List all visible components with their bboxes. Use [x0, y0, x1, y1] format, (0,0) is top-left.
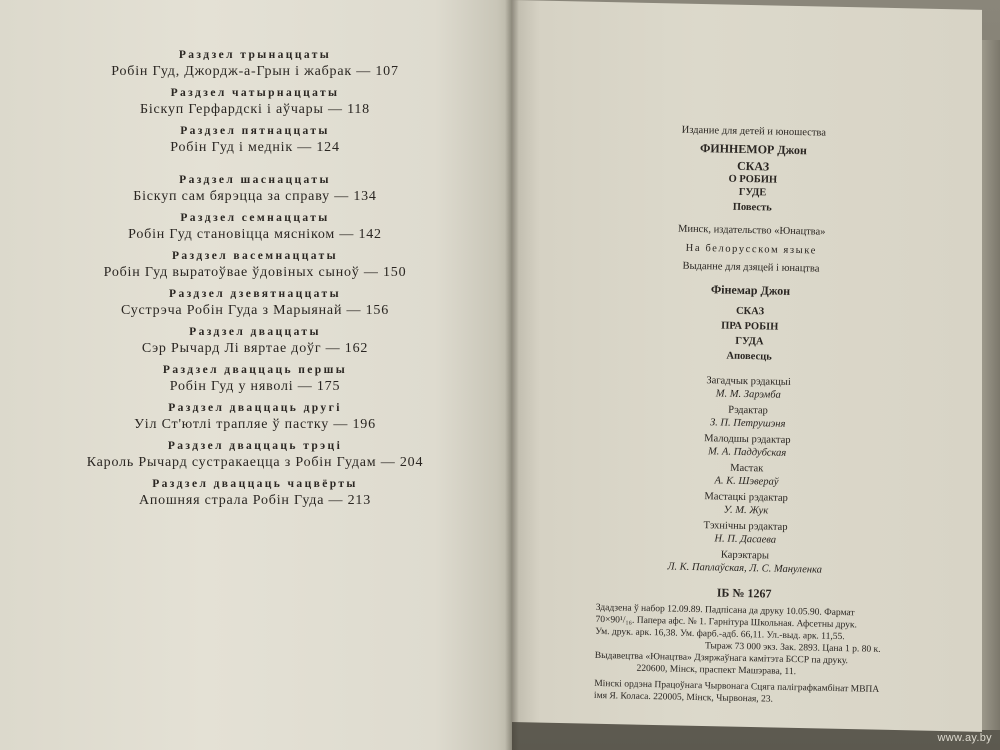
toc-entry [60, 86, 450, 119]
toc-entry [60, 325, 450, 358]
pub-line: імя Я. Коласа. 220005, Мінск, Чырвоная, 23. [593, 690, 774, 705]
chapter-title: Робін Гуд у няволі — 175 [169, 379, 341, 394]
toc-entry [60, 48, 450, 81]
publication-details [594, 602, 894, 708]
toc-entry [60, 249, 450, 282]
toc-entry [60, 401, 450, 434]
pub-line: Тыраж 73 000 экз. Зак. 2893. Цана 1 р. 80 к. [704, 641, 881, 655]
chapter-heading: Раздзел васемнаццаты [171, 250, 339, 262]
chapter-heading: Раздзел пятнаццаты [180, 125, 330, 137]
chapter-heading: Раздзел дзевятнаццаты [169, 288, 341, 300]
by-series: Выданне для дзяцей і юнацтва [682, 260, 820, 275]
credit-name: З. П. Петрушэня [709, 417, 786, 430]
credit-name: Н. П. Дасаева [714, 533, 777, 546]
pub-line: Здадзена ў набор 12.09.89. Падпісана да друку 10.05.90. Фармат [595, 602, 855, 619]
by-title-line-3: ГУДА [735, 335, 764, 348]
chapter-heading: Раздзел семнаццаты [180, 212, 330, 224]
ru-title-line-2: О РОБИН [728, 173, 778, 186]
toc-entry [60, 173, 450, 206]
ru-title-line-1: СКАЗ [736, 158, 770, 174]
pub-line: 220600, Мінск, праспект Машэрава, 11. [636, 663, 797, 678]
toc-entry [60, 439, 450, 472]
chapter-title: Робін Гуд, Джордж-а-Грын і жабрак — 107 [111, 64, 399, 79]
pub-line: 70×90¹/₁₆. Папера афс. № 1. Гарнітура Школьная. Афсетны друк. [595, 614, 858, 631]
toc-entry [60, 287, 450, 320]
chapter-title: Апошняя страла Робін Гуда — 213 [138, 493, 372, 508]
ib-number: ІБ № 1267 [716, 585, 772, 601]
ru-title-line-3: ГУДЕ [738, 186, 767, 199]
toc-entry [60, 124, 450, 157]
credit-role: Тэхнічны рэдактар [703, 520, 788, 533]
ru-author: ФИННЕМОР Джон [699, 141, 808, 158]
ru-publisher: Минск, издательство «Юнацтва» [677, 223, 826, 238]
ru-series: Издание для детей и юношества [681, 124, 827, 139]
watermark: www.ay.by [937, 732, 992, 744]
chapter-heading: Раздзел шаснаццаты [179, 174, 331, 186]
chapter-heading: Раздзел трынаццаты [178, 49, 332, 61]
credit-name: У. М. Жук [723, 504, 769, 517]
credit-role: Мастак [730, 462, 764, 475]
credit-role: Рэдактар [728, 404, 768, 417]
chapter-heading: Раздзел дваццаць першы [162, 364, 348, 376]
chapter-title: Робін Гуд і меднік — 124 [170, 140, 340, 155]
toc-entry [60, 477, 450, 510]
by-title-line-2: ПРА РОБІН [721, 320, 779, 333]
chapter-title: Біскуп сам бярэцца за справу — 134 [133, 189, 377, 204]
chapter-title: Сэр Рычард Лі вяртае доўг — 162 [141, 341, 369, 356]
credit-role: Карэктары [720, 549, 770, 562]
credit-role: Мастацкі рэдактар [704, 491, 788, 504]
chapter-title: Уіл Ст'ютлі трапляе ў пастку — 196 [134, 417, 376, 432]
chapter-heading: Раздзел чатырнаццаты [170, 87, 340, 99]
chapter-title: Робін Гуд становіцца мясніком — 142 [128, 227, 382, 242]
credit-role: Малодшы рэдактар [704, 433, 791, 446]
credit-name: Л. К. Паплаўская, Л. С. Мануленка [667, 561, 823, 576]
imprint-block [592, 122, 904, 708]
by-genre: Аповесць [726, 350, 772, 363]
credit-name: М. А. Паддубская [707, 446, 787, 459]
chapter-heading: Раздзел дваццаць чацвёрты [152, 478, 358, 490]
chapter-heading: Раздзел дваццаць другі [168, 402, 342, 414]
credit-name: М. М. Зарэмба [715, 388, 781, 401]
pub-line: Мінскі ордэна Працоўнага Чырвонага Сцяга паліграфкамбінат МВПА [594, 678, 880, 695]
table-of-contents [60, 44, 450, 510]
toc-entry [60, 211, 450, 244]
credit-name: А. К. Шэвераў [714, 475, 779, 488]
credits-list [595, 372, 899, 578]
pub-line: Ум. друк. арк. 16,38. Ум. фарб.-адб. 66,11. Ул.-выд. арк. 11,55. [595, 626, 845, 643]
by-title-line-1: СКАЗ [735, 305, 765, 318]
book-gutter [505, 0, 519, 750]
chapter-title: Кароль Рычард сустракаецца з Робін Гудам — 204 [86, 455, 424, 470]
by-author: Фінемар Джон [710, 282, 791, 298]
credit-role: Загадчык рэдакцыі [706, 375, 791, 388]
chapter-title: Сустрэча Робін Гуда з Марыянай — 156 [120, 303, 390, 318]
pub-line: Выдавецтва «Юнацтва» Дзяржаўнага камітэта БССР па друку. [594, 650, 849, 667]
chapter-title: Біскуп Герфардскі і аўчары — 118 [140, 102, 370, 117]
ru-genre: Повесть [732, 201, 772, 214]
chapter-title: Робін Гуд выратоўвае ўдовіных сыноў — 150 [103, 265, 407, 280]
toc-entry [60, 363, 450, 396]
chapter-heading: Раздзел дваццаты [189, 326, 321, 338]
ru-language: На белорусском языке [685, 242, 818, 257]
chapter-heading: Раздзел дваццаць трэці [167, 440, 343, 452]
